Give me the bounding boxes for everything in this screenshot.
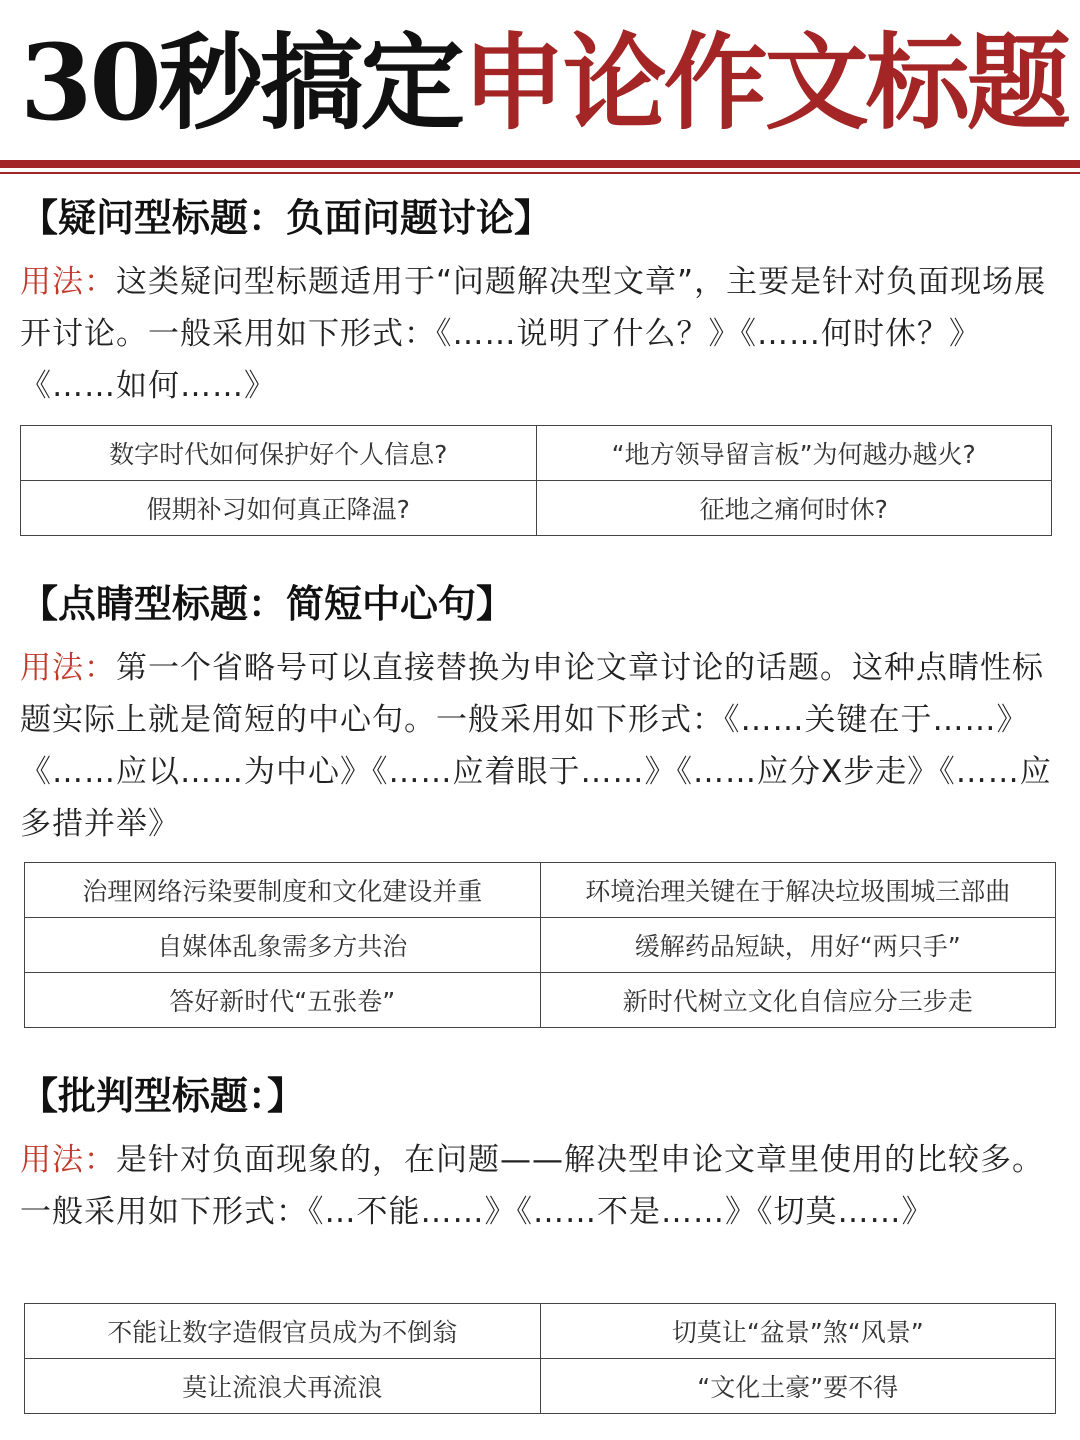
usage-paragraph bbox=[20, 1134, 1060, 1238]
usage-label: 用法： bbox=[20, 1142, 116, 1178]
table-row bbox=[25, 1304, 1056, 1359]
section-heading: 【点睛型标题：简短中心句】 bbox=[20, 582, 515, 626]
table-cell: 切莫让“盆景”煞“风景” bbox=[540, 1304, 1056, 1359]
table-cell: 治理网络污染要制度和文化建设并重 bbox=[25, 863, 541, 918]
table-row bbox=[21, 426, 1052, 481]
usage-paragraph bbox=[20, 642, 1060, 850]
examples-table bbox=[20, 425, 1052, 536]
table-row bbox=[25, 1359, 1056, 1414]
title-divider-thin bbox=[0, 172, 1080, 174]
table-cell: 莫让流浪犬再流浪 bbox=[25, 1359, 541, 1414]
title-divider-thick bbox=[0, 160, 1080, 168]
table-cell: 新时代树立文化自信应分三步走 bbox=[540, 973, 1056, 1028]
usage-text: 是针对负面现象的，在问题——解决型申论文章里使用的比较多。一般采用如下形式：《…不能……》《……不是……》《切莫……》 bbox=[20, 1142, 1044, 1230]
section-heading: 【批判型标题：】 bbox=[20, 1074, 306, 1118]
table-cell: 假期补习如何真正降温? bbox=[21, 481, 537, 536]
section-question-titles bbox=[20, 190, 1060, 412]
table-cell: “地方领导留言板”为何越办越火? bbox=[536, 426, 1052, 481]
usage-text: 这类疑问型标题适用于“问题解决型文章”，主要是针对负面现场展开讨论。一般采用如下形式：《……说明了什么？》《……何时休？》《……如何……》 bbox=[20, 264, 1047, 404]
usage-label: 用法： bbox=[20, 650, 116, 686]
table-cell: 自媒体乱象需多方共治 bbox=[25, 918, 541, 973]
examples-table bbox=[24, 1303, 1056, 1414]
table-row bbox=[25, 863, 1056, 918]
section-critical-titles bbox=[20, 1068, 1060, 1238]
table-cell: “文化土豪”要不得 bbox=[540, 1359, 1056, 1414]
table-cell: 环境治理关键在于解决垃圾围城三部曲 bbox=[540, 863, 1056, 918]
table-cell: 不能让数字造假官员成为不倒翁 bbox=[25, 1304, 541, 1359]
usage-text: 第一个省略号可以直接替换为申论文章讨论的话题。这种点睛性标题实际上就是简短的中心句。一般采用如下形式：《……关键在于……》《……应以……为中心》《……应着眼于……》《……应分X步走》《……应多措并举》 bbox=[20, 650, 1052, 842]
title-black-part: 30秒搞定 bbox=[20, 21, 462, 144]
table-cell: 征地之痛何时休? bbox=[536, 481, 1052, 536]
usage-label: 用法： bbox=[20, 264, 116, 300]
examples-table bbox=[24, 862, 1056, 1028]
usage-paragraph bbox=[20, 256, 1060, 412]
table-cell: 缓解药品短缺，用好“两只手” bbox=[540, 918, 1056, 973]
page-title bbox=[20, 20, 1068, 145]
table-cell: 答好新时代“五张卷” bbox=[25, 973, 541, 1028]
title-red-part: 申论作文标题 bbox=[461, 21, 1068, 144]
section-heading: 【疑问型标题：负面问题讨论】 bbox=[20, 196, 553, 240]
section-key-point-titles bbox=[20, 576, 1060, 850]
table-row bbox=[21, 481, 1052, 536]
table-cell: 数字时代如何保护好个人信息? bbox=[21, 426, 537, 481]
table-row bbox=[25, 973, 1056, 1028]
table-row bbox=[25, 918, 1056, 973]
